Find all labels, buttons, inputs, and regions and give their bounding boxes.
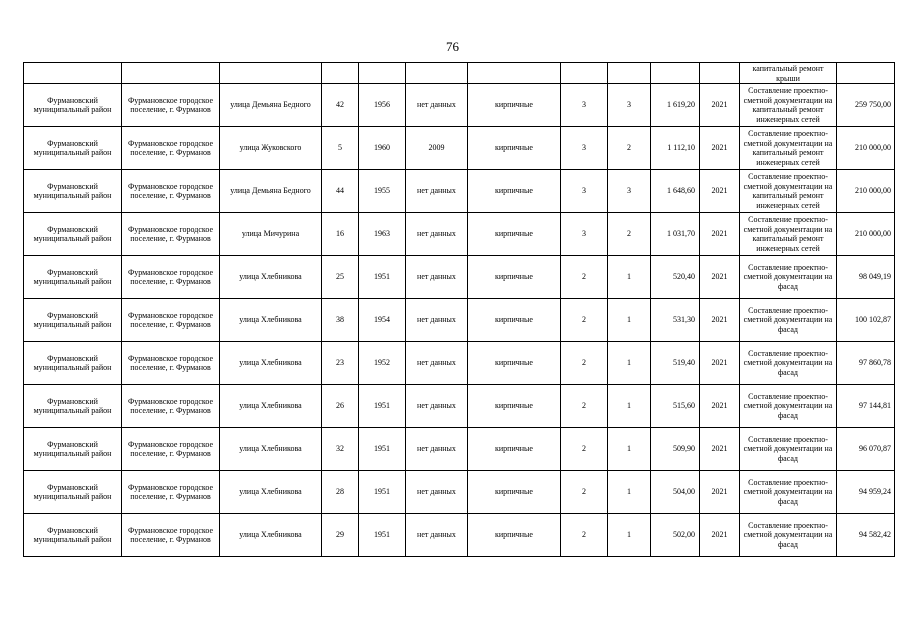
area-cell: 531,30 — [651, 299, 700, 342]
wall-material-cell: кирпичные — [468, 514, 561, 557]
area-cell: 1 648,60 — [651, 170, 700, 213]
settlement-cell: Фурмановское городское поселение, г. Фурманов — [122, 342, 220, 385]
floors-cell: 2 — [561, 428, 608, 471]
house-number-cell: 26 — [322, 385, 359, 428]
last-overhaul-cell: 2009 — [406, 127, 468, 170]
settlement-cell: Фурмановское городское поселение, г. Фурманов — [122, 84, 220, 127]
settlement-cell: Фурмановское городское поселение, г. Фурманов — [122, 471, 220, 514]
area-cell: 504,00 — [651, 471, 700, 514]
district-cell: Фурмановский муниципальный район — [24, 514, 122, 557]
floors-cell: 3 — [561, 84, 608, 127]
cost-cell: 97 144,81 — [837, 385, 895, 428]
house-number-cell: 23 — [322, 342, 359, 385]
work-cell: Составление проектно-сметной документации на капитальный ремонт инженерных сетей — [740, 170, 837, 213]
repair-year-cell: 2021 — [700, 213, 740, 256]
table-row — [24, 342, 895, 385]
street-cell: улица Хлебникова — [220, 428, 322, 471]
street-cell: улица Демьяна Бедного — [220, 84, 322, 127]
house-number-cell: 29 — [322, 514, 359, 557]
last-overhaul-cell: нет данных — [406, 342, 468, 385]
continuation-row — [24, 63, 895, 84]
district-cell: Фурмановский муниципальный район — [24, 213, 122, 256]
house-number-cell: 38 — [322, 299, 359, 342]
repair-year-cell: 2021 — [700, 514, 740, 557]
table-row — [24, 213, 895, 256]
street-cell: улица Демьяна Бедного — [220, 170, 322, 213]
last-overhaul-cell: нет данных — [406, 299, 468, 342]
cost-cell: 94 959,24 — [837, 471, 895, 514]
street-cell: улица Хлебникова — [220, 385, 322, 428]
year-built-cell: 1952 — [359, 342, 406, 385]
last-overhaul-cell: нет данных — [406, 471, 468, 514]
district-cell: Фурмановский муниципальный район — [24, 428, 122, 471]
area-cell: 1 031,70 — [651, 213, 700, 256]
area-cell: 1 619,20 — [651, 84, 700, 127]
district-cell: Фурмановский муниципальный район — [24, 84, 122, 127]
repair-year-cell: 2021 — [700, 84, 740, 127]
settlement-cell: Фурмановское городское поселение, г. Фурманов — [122, 385, 220, 428]
table-row — [24, 170, 895, 213]
cost-cell: 98 049,19 — [837, 256, 895, 299]
area-cell: 519,40 — [651, 342, 700, 385]
entrances-cell: 3 — [608, 170, 651, 213]
work-cell: Составление проектно-сметной документации на фасад — [740, 342, 837, 385]
district-cell: Фурмановский муниципальный район — [24, 256, 122, 299]
year-built-cell: 1951 — [359, 471, 406, 514]
house-number-cell: 42 — [322, 84, 359, 127]
street-cell: улица Хлебникова — [220, 299, 322, 342]
floors-cell: 2 — [561, 299, 608, 342]
table-row — [24, 299, 895, 342]
entrances-cell: 1 — [608, 342, 651, 385]
last-overhaul-cell: нет данных — [406, 514, 468, 557]
repair-year-cell: 2021 — [700, 342, 740, 385]
entrances-cell: 2 — [608, 213, 651, 256]
repair-year-cell: 2021 — [700, 385, 740, 428]
table-row — [24, 428, 895, 471]
street-cell: улица Мичурина — [220, 213, 322, 256]
year-built-cell: 1960 — [359, 127, 406, 170]
entrances-cell: 1 — [608, 428, 651, 471]
page-number: 76 — [446, 39, 459, 54]
year-built-cell: 1963 — [359, 213, 406, 256]
cost-cell: 259 750,00 — [837, 84, 895, 127]
last-overhaul-cell: нет данных — [406, 256, 468, 299]
last-overhaul-cell: нет данных — [406, 213, 468, 256]
wall-material-cell: кирпичные — [468, 385, 561, 428]
table-row — [24, 84, 895, 127]
work-cell: Составление проектно-сметной документации на фасад — [740, 428, 837, 471]
entrances-cell: 1 — [608, 471, 651, 514]
floors-cell: 3 — [561, 170, 608, 213]
floors-cell: 2 — [561, 514, 608, 557]
cost-cell: 210 000,00 — [837, 213, 895, 256]
entrances-cell: 3 — [608, 84, 651, 127]
area-cell: 515,60 — [651, 385, 700, 428]
year-built-cell: 1951 — [359, 514, 406, 557]
work-cell: капитальный ремонт крыши — [740, 63, 837, 84]
work-cell: Составление проектно-сметной документации на фасад — [740, 471, 837, 514]
entrances-cell: 2 — [608, 127, 651, 170]
cost-cell: 100 102,87 — [837, 299, 895, 342]
house-number-cell: 32 — [322, 428, 359, 471]
house-number-cell: 25 — [322, 256, 359, 299]
year-built-cell: 1956 — [359, 84, 406, 127]
floors-cell: 2 — [561, 342, 608, 385]
district-cell: Фурмановский муниципальный район — [24, 127, 122, 170]
street-cell: улица Хлебникова — [220, 514, 322, 557]
cost-cell: 210 000,00 — [837, 170, 895, 213]
housing-repair-table — [23, 62, 895, 557]
district-cell: Фурмановский муниципальный район — [24, 342, 122, 385]
entrances-cell: 1 — [608, 299, 651, 342]
street-cell: улица Жуковского — [220, 127, 322, 170]
repair-year-cell: 2021 — [700, 299, 740, 342]
settlement-cell: Фурмановское городское поселение, г. Фурманов — [122, 170, 220, 213]
work-cell: Составление проектно-сметной документации на капитальный ремонт инженерных сетей — [740, 127, 837, 170]
work-cell: Составление проектно-сметной документации на фасад — [740, 514, 837, 557]
repair-year-cell: 2021 — [700, 170, 740, 213]
entrances-cell: 1 — [608, 514, 651, 557]
settlement-cell: Фурмановское городское поселение, г. Фурманов — [122, 213, 220, 256]
district-cell: Фурмановский муниципальный район — [24, 299, 122, 342]
street-cell: улица Хлебникова — [220, 342, 322, 385]
last-overhaul-cell: нет данных — [406, 84, 468, 127]
area-cell: 509,90 — [651, 428, 700, 471]
year-built-cell: 1951 — [359, 256, 406, 299]
area-cell: 520,40 — [651, 256, 700, 299]
street-cell: улица Хлебникова — [220, 256, 322, 299]
year-built-cell: 1951 — [359, 428, 406, 471]
last-overhaul-cell: нет данных — [406, 170, 468, 213]
last-overhaul-cell: нет данных — [406, 385, 468, 428]
settlement-cell: Фурмановское городское поселение, г. Фурманов — [122, 256, 220, 299]
work-cell: Составление проектно-сметной документации на капитальный ремонт инженерных сетей — [740, 213, 837, 256]
cost-cell: 210 000,00 — [837, 127, 895, 170]
house-number-cell: 28 — [322, 471, 359, 514]
year-built-cell: 1955 — [359, 170, 406, 213]
floors-cell: 3 — [561, 213, 608, 256]
repair-year-cell: 2021 — [700, 256, 740, 299]
wall-material-cell: кирпичные — [468, 213, 561, 256]
wall-material-cell: кирпичные — [468, 299, 561, 342]
work-cell: Составление проектно-сметной документации на фасад — [740, 299, 837, 342]
floors-cell: 3 — [561, 127, 608, 170]
wall-material-cell: кирпичные — [468, 84, 561, 127]
table-body — [24, 63, 895, 557]
entrances-cell: 1 — [608, 256, 651, 299]
street-cell: улица Хлебникова — [220, 471, 322, 514]
floors-cell: 2 — [561, 471, 608, 514]
floors-cell: 2 — [561, 385, 608, 428]
district-cell: Фурмановский муниципальный район — [24, 385, 122, 428]
repair-year-cell: 2021 — [700, 471, 740, 514]
repair-year-cell: 2021 — [700, 127, 740, 170]
wall-material-cell: кирпичные — [468, 170, 561, 213]
work-cell: Составление проектно-сметной документации на фасад — [740, 256, 837, 299]
district-cell: Фурмановский муниципальный район — [24, 471, 122, 514]
repair-year-cell: 2021 — [700, 428, 740, 471]
wall-material-cell: кирпичные — [468, 256, 561, 299]
wall-material-cell: кирпичные — [468, 471, 561, 514]
house-number-cell: 44 — [322, 170, 359, 213]
cost-cell: 94 582,42 — [837, 514, 895, 557]
area-cell: 502,00 — [651, 514, 700, 557]
settlement-cell: Фурмановское городское поселение, г. Фурманов — [122, 299, 220, 342]
year-built-cell: 1951 — [359, 385, 406, 428]
area-cell: 1 112,10 — [651, 127, 700, 170]
wall-material-cell: кирпичные — [468, 428, 561, 471]
work-cell: Составление проектно-сметной документации на фасад — [740, 385, 837, 428]
district-cell: Фурмановский муниципальный район — [24, 170, 122, 213]
house-number-cell: 16 — [322, 213, 359, 256]
table-row — [24, 256, 895, 299]
wall-material-cell: кирпичные — [468, 127, 561, 170]
table-row — [24, 471, 895, 514]
table-row — [24, 385, 895, 428]
cost-cell: 97 860,78 — [837, 342, 895, 385]
table-row — [24, 127, 895, 170]
work-cell: Составление проектно-сметной документации на капитальный ремонт инженерных сетей — [740, 84, 837, 127]
cost-cell: 96 070,87 — [837, 428, 895, 471]
year-built-cell: 1954 — [359, 299, 406, 342]
last-overhaul-cell: нет данных — [406, 428, 468, 471]
entrances-cell: 1 — [608, 385, 651, 428]
floors-cell: 2 — [561, 256, 608, 299]
settlement-cell: Фурмановское городское поселение, г. Фурманов — [122, 127, 220, 170]
settlement-cell: Фурмановское городское поселение, г. Фурманов — [122, 514, 220, 557]
table-row — [24, 514, 895, 557]
settlement-cell: Фурмановское городское поселение, г. Фурманов — [122, 428, 220, 471]
wall-material-cell: кирпичные — [468, 342, 561, 385]
house-number-cell: 5 — [322, 127, 359, 170]
